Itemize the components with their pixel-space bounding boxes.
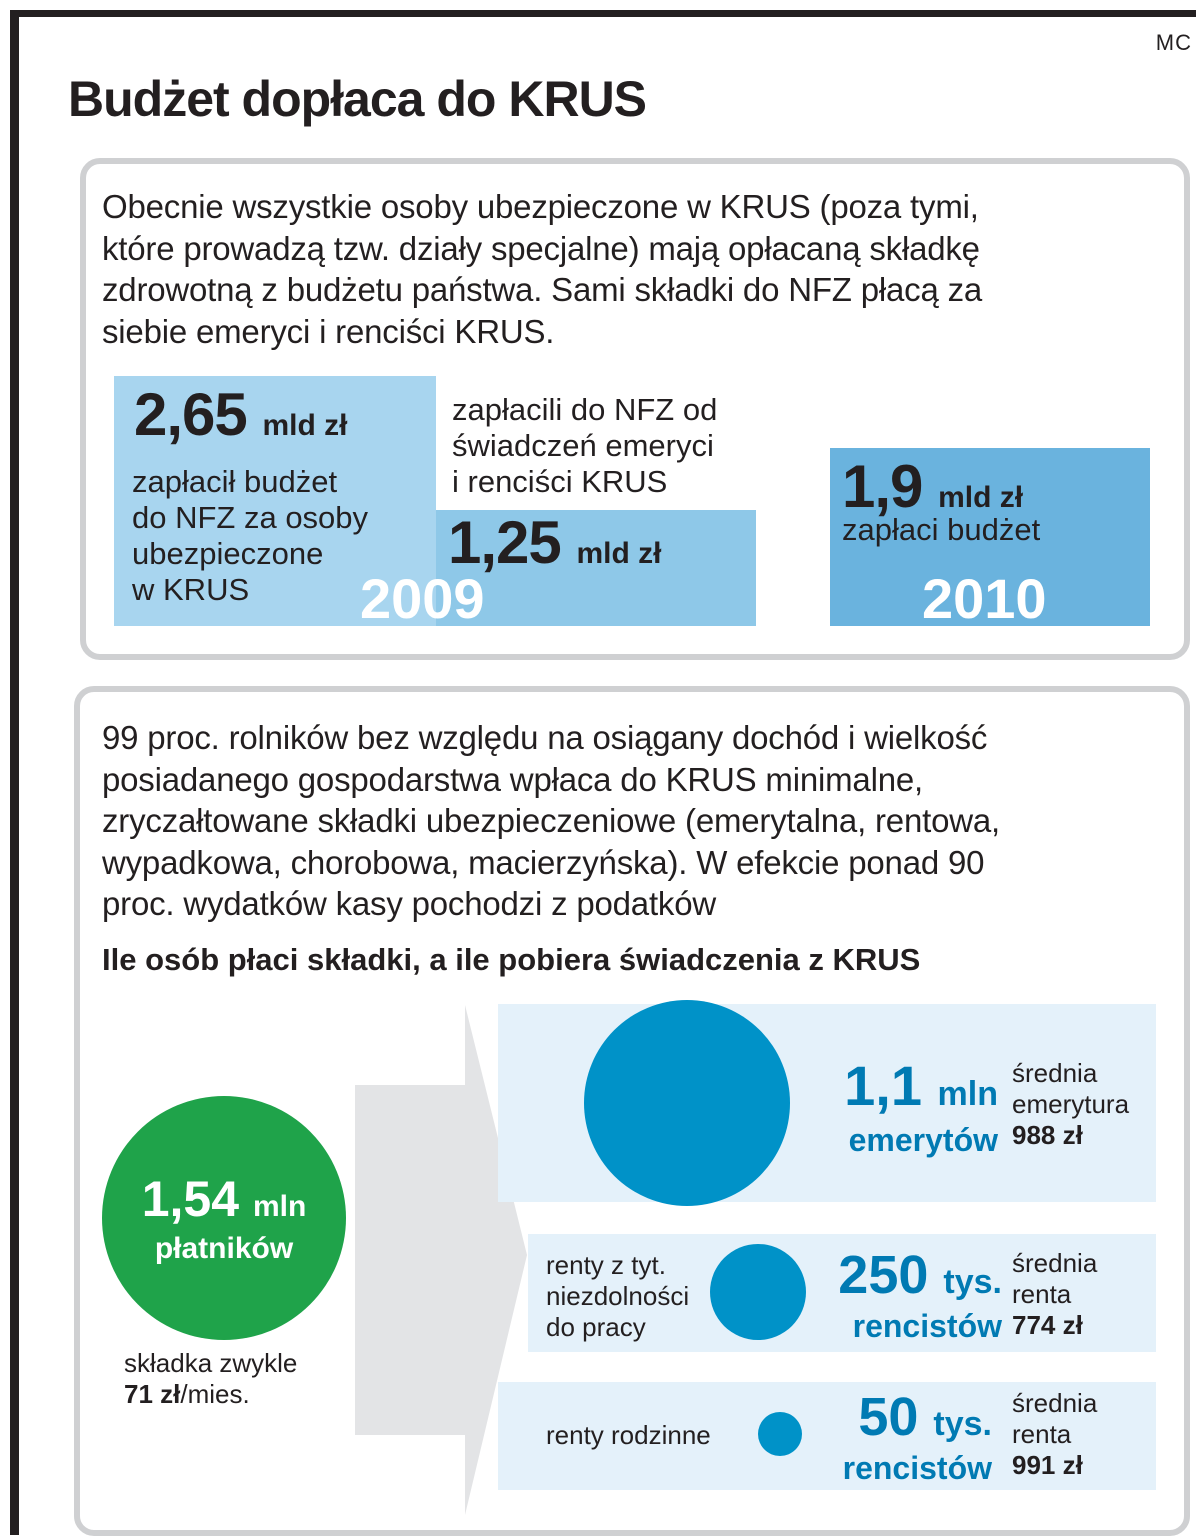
budget-2009-value: 2,65 mld zł bbox=[134, 381, 348, 448]
page-title: Budżet dopłaca do KRUS bbox=[68, 71, 647, 127]
retirees-value: 1,1 mln emerytów bbox=[844, 1054, 998, 1158]
author-credit: MC bbox=[1155, 30, 1192, 55]
retirees-average: średnia emerytura 988 zł bbox=[1012, 1058, 1130, 1150]
retirees-circle bbox=[584, 1000, 790, 1206]
year-2010-label: 2010 bbox=[922, 567, 1047, 630]
family-circle bbox=[758, 1412, 802, 1456]
year-2009-label: 2009 bbox=[360, 567, 485, 630]
frame-left-rule bbox=[10, 10, 19, 1535]
disability-average: średnia renta 774 zł bbox=[1012, 1248, 1098, 1340]
section2-intro: 99 proc. rolników bez względu na osiągany dochód i wielkość posiadanego gospodarstwa wpłaca do KRUS minimalne, zryczałtowane składki ubezpieczeniowe (emerytalna, rentowa, wypadkowa, chorobowa, macierzyńska). W efekcie ponad 90 proc. wydatków kasy pochodzi z podatków bbox=[102, 719, 1000, 922]
disability-value: 250 tys. rencistów bbox=[838, 1245, 1002, 1344]
family-average: średnia renta 991 zł bbox=[1012, 1388, 1098, 1480]
disability-circle bbox=[710, 1244, 806, 1340]
payers-circle: 1,54 mln płatników bbox=[102, 1096, 346, 1340]
family-value: 50 tys. rencistów bbox=[842, 1387, 992, 1486]
frame-top-rule bbox=[10, 10, 1196, 17]
payers-note: składka zwykle 71 zł/mies. bbox=[124, 1348, 298, 1409]
budget-2009-desc: zapłacił budżet do NFZ za osoby ubezpieczone w KRUS bbox=[132, 464, 369, 607]
budget-2010-value: 1,9 mld zł bbox=[842, 453, 1024, 520]
section2-subtitle: Ile osób płaci składki, a ile pobiera świadczenia z KRUS bbox=[102, 942, 921, 977]
pensioners-2009-value: 1,25 mld zł bbox=[448, 509, 662, 576]
pensioners-2009-desc: zapłacili do NFZ od świadczeń emeryci i renciści KRUS bbox=[452, 392, 718, 499]
section1-intro: Obecnie wszystkie osoby ubezpieczone w KRUS (poza tymi, które prowadzą tzw. działy specjalne) mają opłacaną składkę zdrowotną z budżetu państwa. Sami składki do NFZ płacą za siebie emeryci i renciści KRUS. bbox=[102, 188, 983, 350]
family-desc: renty rodzinne bbox=[546, 1420, 711, 1450]
budget-2010-desc: zapłaci budżet bbox=[842, 512, 1041, 547]
disability-desc: renty z tyt. niezdolności do pracy bbox=[546, 1250, 690, 1342]
